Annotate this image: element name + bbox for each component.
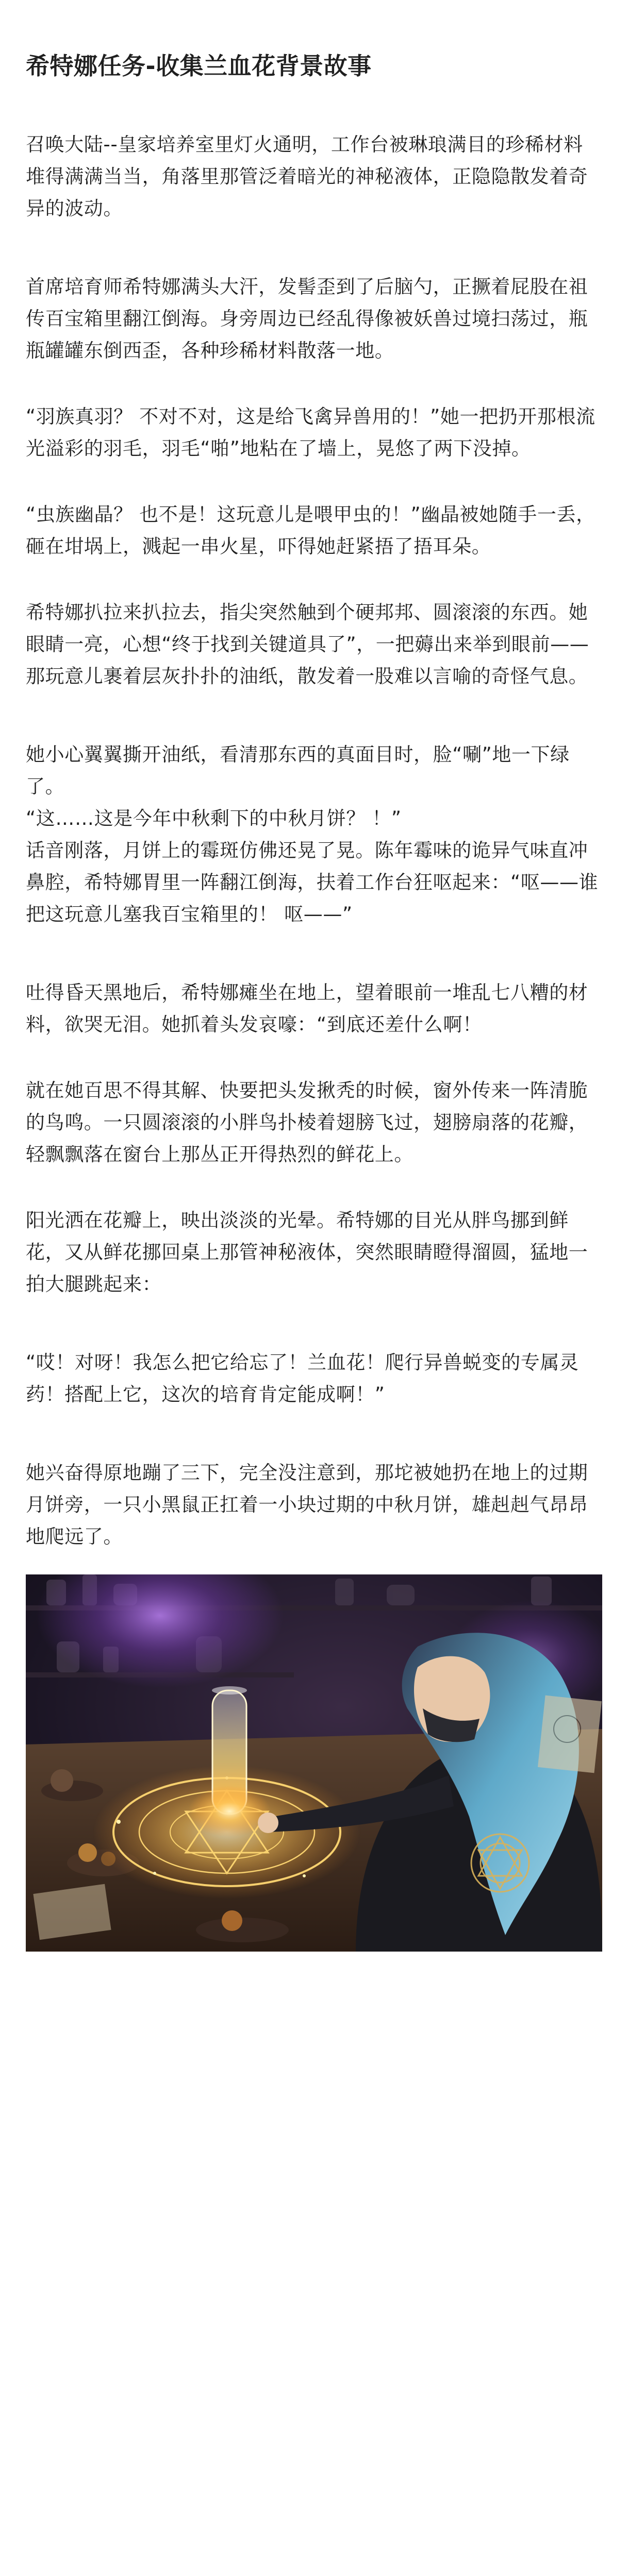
paragraph-unwrap: 她小心翼翼撕开油纸，看清那东西的真面目时，脸“唰”地一下绿了。 [26, 743, 570, 798]
paragraph-blood-orchid: “哎！对呀！我怎么把它给忘了！兰血花！爬行异兽蜕变的专属灵药！搭配上它，这次的培育肯定能成啊！” [26, 1351, 579, 1405]
alchemy-illustration [26, 1574, 602, 1952]
paragraph-discovery: 希特娜扒拉来扒拉去，指尖突然触到个硬邦邦、圆滚滚的东西。她眼睛一亮，心想“终于找到关键道具了”，一把薅出来举到眼前——那玩意儿裹着层灰扑扑的油纸，散发着一股难以言喻的奇怪气息。 [26, 601, 589, 687]
paragraph-crystal: “虫族幽晶？ 也不是！这玩意儿是喂甲虫的！”幽晶被她随手一丢，砸在坩埚上，溅起一串火星，吓得她赶紧捂了捂耳朵。 [26, 503, 596, 557]
paragraph-feather: “羽族真羽？ 不对不对，这是给飞禽异兽用的！”她一把扔开那根流光溢彩的羽毛，羽毛“啪”地粘在了墙上，晃悠了两下没掉。 [26, 405, 596, 460]
paragraph-vomit: 话音刚落，月饼上的霉斑仿佛还晃了晃。陈年霉味的诡异气味直冲鼻腔，希特娜胃里一阵翻江倒海，扶着工作台狂呕起来：“呕——谁把这玩意儿塞我百宝箱里的！ 呕——” [26, 839, 599, 925]
paragraph-mooncake-exclaim: “这……这是今年中秋剩下的中秋月饼？ ！” [26, 807, 402, 829]
paragraph-realization: 阳光洒在花瓣上，映出淡淡的光晕。希特娜的目光从胖鸟挪到鲜花，又从鲜花挪回桌上那管神秘液体，突然眼睛瞪得溜圆，猛地一拍大腿跳起来： [26, 1209, 588, 1295]
paragraph-bird: 就在她百思不得其解、快要把头发揪秃的时候，窗外传来一阵清脆的鸟鸣。一只圆滚滚的小胖鸟扑棱着翅膀飞过，翅膀扇落的花瓣，轻飘飘落在窗台上那丛正开得热烈的鲜花上。 [26, 1079, 588, 1165]
paragraph-intro: 召唤大陆--皇家培养室里灯火通明，工作台被琳琅满目的珍稀材料堆得满满当当，角落里那管泛着暗光的神秘液体，正隐隐散发着奇异的波动。 [26, 133, 588, 219]
article-title: 希特娜任务-收集兰血花背景故事 [26, 52, 372, 80]
paragraph-despair: 吐得昏天黑地后，希特娜瘫坐在地上，望着眼前一堆乱七八糟的材料，欲哭无泪。她抓着头发哀嚎：“到底还差什么啊！ [26, 981, 588, 1036]
paragraph-searching: 首席培育师希特娜满头大汗，发髻歪到了后脑勺，正撅着屁股在祖传百宝箱里翻江倒海。身旁周边已经乱得像被妖兽过境扫荡过，瓶瓶罐罐东倒西歪，各种珍稀材料散落一地。 [26, 276, 588, 362]
paragraph-mouse: 她兴奋得原地蹦了三下，完全没注意到，那坨被她扔在地上的过期月饼旁，一只小黑鼠正扛着一小块过期的中秋月饼，雄赳赳气昂昂地爬远了。 [26, 1462, 588, 1548]
